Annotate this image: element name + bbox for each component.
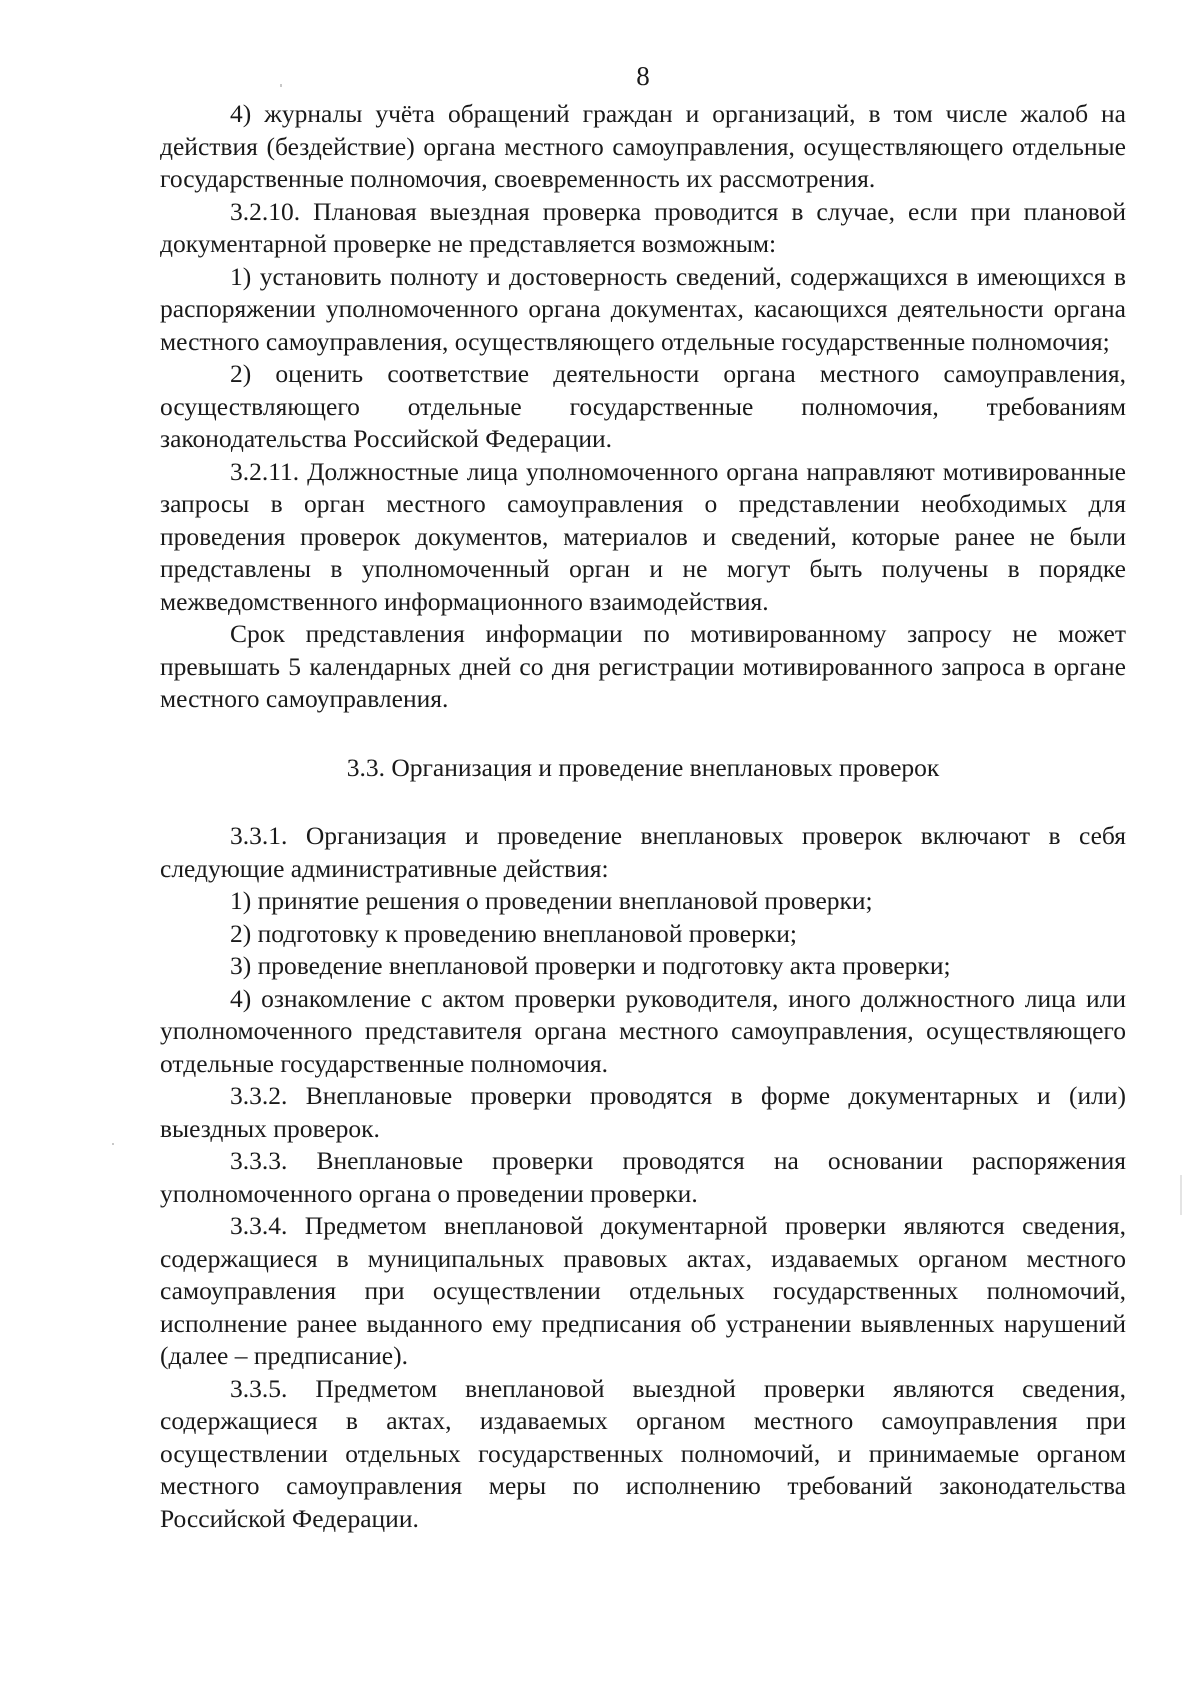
paragraph: 4) журналы учёта обращений граждан и организаций, в том числе жалоб на действия (бездействие) органа местного самоуправления, осуществляющего отдельные государственные полномочия, своевременность их рассмотрения. (160, 99, 1126, 193)
list-item: 3) проведение внеплановой проверки и подготовку акта проверки; (230, 951, 951, 980)
list-item: 4) ознакомление с актом проверки руководителя, иного должностного лица или уполномоченного представителя органа местного самоуправления, осуществляющего отдельные государственные полномочия. (160, 983, 1126, 1078)
paragraph: 3.3.4. Предметом внеплановой документарной проверки являются сведения, содержащиеся в муниципальных правовых актах, издаваемых органом местного самоуправления при осуществлении отдельных государственных полномочий, исполнение ранее выданного ему предписания об устранении выявленных нарушений (далее – предписание). (160, 1211, 1126, 1370)
paragraph: Срок представления информации по мотивированному запросу не может превышать 5 календарных дней со дня регистрации мотивированного запроса в органе местного самоуправления. (160, 619, 1126, 713)
page-number: 8 (636, 61, 650, 91)
paragraph: 3.2.10. Плановая выездная проверка проводится в случае, если при плановой документарной проверке не представляется возможным: (160, 196, 1126, 258)
scan-dot (112, 1143, 114, 1145)
document-page (160, 60, 1126, 1535)
top-text-block (160, 98, 1126, 716)
scan-dot (1180, 1175, 1182, 1215)
bottom-text-block (160, 820, 1126, 1535)
list-item: 1) принятие решения о проведении внеплановой проверки; (230, 886, 873, 915)
section-heading: 3.3. Организация и проведение внеплановых проверок (346, 752, 940, 782)
paragraph: 3.3.2. Внеплановые проверки проводятся в форме документарных и (или) выездных проверок. (160, 1081, 1126, 1143)
paragraph: 3.3.3. Внеплановые проверки проводятся на основании распоряжения уполномоченного органа о проведении проверки. (160, 1146, 1126, 1208)
paragraph: 2) оценить соответствие деятельности органа местного самоуправления, осуществляющего отдельные государственные полномочия, требованиям законодательства Российской Федерации. (160, 359, 1126, 453)
paragraph: 1) установить полноту и достоверность сведений, содержащихся в имеющихся в распоряжении уполномоченного органа документах, касающихся деятельности органа местного самоуправления, осуществляющего отдельные государственные полномочия; (160, 261, 1126, 356)
paragraph: 3.3.1. Организация и проведение внеплановых проверок включают в себя следующие административные действия: (160, 821, 1126, 883)
paragraph: 3.2.11. Должностные лица уполномоченного органа направляют мотивированные запросы в орган местного самоуправления о представлении необходимых для проведения проверок документов, материалов и сведений, которые ранее не были представлены в уполномоченный орган и не могут быть получены в порядке межведомственного информационного взаимодействия. (160, 456, 1126, 616)
list-item: 2) подготовку к проведению внеплановой проверки; (230, 918, 797, 948)
paragraph: 3.3.5. Предметом внеплановой выездной проверки являются сведения, содержащиеся в актах, издаваемых органом местного самоуправления при осуществлении отдельных государственных полномочий, и принимаемые органом местного самоуправления меры по исполнению требований законодательства Российской Федерации. (160, 1373, 1126, 1533)
